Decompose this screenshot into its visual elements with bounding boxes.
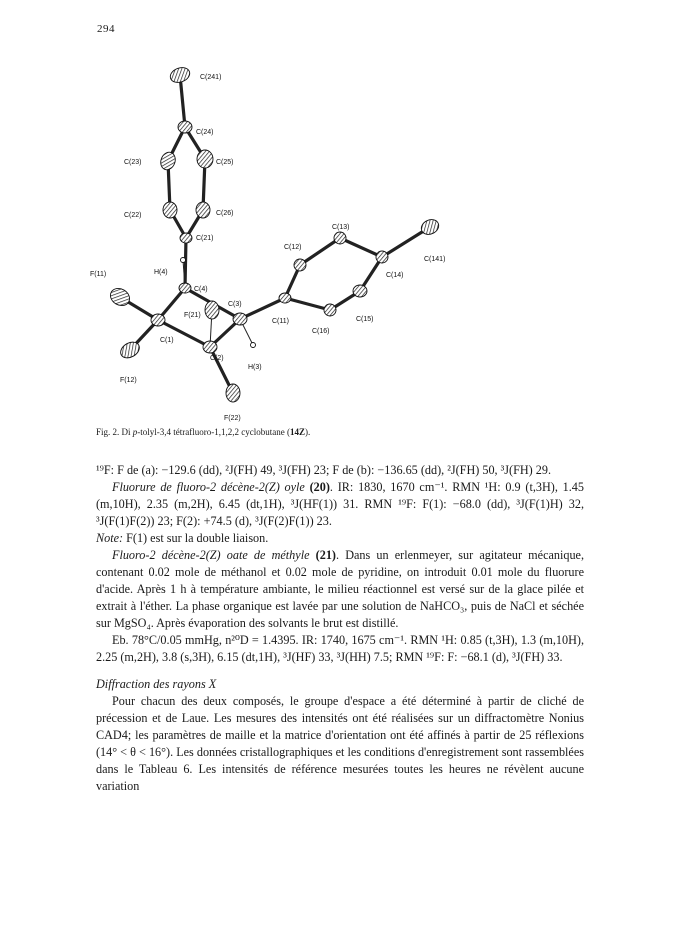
label-c16: C(16) [312,328,330,335]
label-c13: C(13) [332,224,350,231]
label-c11: C(11) [272,318,289,325]
label-c241: C(241) [200,74,222,81]
note-label: Note: [96,531,124,545]
compound-20-number: (20) [309,480,330,494]
label-c24: C(24) [196,129,214,136]
molecule-drawing [90,55,550,425]
page-number: 294 [97,23,115,35]
paragraph-compound-20 [96,479,584,530]
paragraph-compound-21-data: Eb. 78°C/0.05 mmHg, n²⁰D = 1.4395. IR: 1740, 1675 cm⁻¹. RMN ¹H: 0.85 (t,3H), 1.3 (m,10H), 2.25 (m,2H), 3.8 (s,3H), 6.15 (dt,1H), ³J(HF) 33, ³J(HH) 7.5; RMN ¹⁹F: F: −68.1 (d), ³J(FH) 33. [96,633,584,664]
label-h4: H(4) [154,269,168,276]
label-h3: H(3) [248,364,262,371]
caption-italic: p [132,427,138,437]
compound-21-number: (21) [315,548,336,562]
label-c23: C(23) [124,159,142,166]
label-c14: C(14) [386,272,404,279]
label-c21: C(21) [196,235,214,242]
atom-ellipsoids [107,65,441,402]
label-f11: F(11) [90,271,107,278]
caption-prefix: Fig. 2. Di [96,427,133,437]
label-f21: F(21) [184,312,201,319]
label-c25: C(25) [216,159,234,166]
caption-middle: -tolyl-3,4 tétrafluoro-1,1,2,2 cyclobutane ( [137,427,290,437]
label-f12: F(12) [120,377,137,384]
section-title-text: Diffraction des rayons X [96,677,217,691]
paragraph-diffraction: Pour chacun des deux composés, le groupe d'espace a été déterminé à partir de cliché de précession et de Laue. Les mesures des intensités ont été réalisées sur un diffractomètre Nonius CAD4; les paramètres de maille et la matrice d'orientation ont été affinés à partir de 25 réflexions (14° < θ < 16°). Les données cristallographiques et les conditions d'enregistrement sont rassemblées dans le Tableau 6. Les intensités de référence mesurées toutes les heures ne révèlent aucune variation [96,694,584,793]
ortep-figure [90,55,550,425]
label-f22: F(22) [224,415,241,422]
label-c141: C(141) [424,256,446,263]
paragraph-compound-21 [96,547,584,632]
figure-caption [96,427,310,437]
label-c4: C(4) [194,286,208,293]
label-c2: C(2) [210,355,224,362]
label-c22: C(22) [124,212,142,219]
caption-suffix: ). [304,427,311,437]
compound-21-name: Fluoro-2 décène-2(Z) oate de méthyle [112,548,310,562]
compound-20-data: . IR: 1830, 1670 cm⁻¹. RMN ¹H: 0.9 (t,3H), 1.45 (m,10H), 2.35 (m,2H), 6.45 (dt,1H), ³J(HF(1)) 31. RMN ¹⁹F: F(1): −68.0 (dd), ³J(F(1)H) 32, ³J(F(1)F(2)) 23; F(2): +74.5 (d), ³J(F(2)F(1)) 23. [96,480,584,528]
note-text: F(1) est sur la double liaison. [123,531,269,545]
label-c26: C(26) [216,210,234,217]
compound-20-name: Fluorure de fluoro-2 décène-2(Z) oyle [112,480,305,494]
note-paragraph [96,530,584,547]
label-c3: C(3) [228,301,242,308]
label-c15: C(15) [356,316,374,323]
bonds [120,75,430,393]
label-c1: C(1) [160,337,174,344]
body-text [96,462,584,795]
compound-21-procedure: . Dans un erlenmeyer, sur agitateur mécanique, contenant 0.02 mole de méthanol et 0.02 mole de pyridine, on introduit 0.01 mole du fluorure d'acide. Après 1 h à température ambiante, le milieu réactionnel est versé sur de la glace pilée et extrait à l'éther. La phase organique est lavée par une solution de NaHCO₃, puis de NaCl et séchée sur MgSO₄. Après évaporation des solvants le brut est distillé. [96,548,585,630]
label-c12: C(12) [284,244,302,251]
paragraph-nmr-14z: ¹⁹F: F de (a): −129.6 (dd), ²J(FH) 49, ³J(FH) 23; F de (b): −136.65 (dd), ²J(FH) 50, ³J(FH) 29. [96,463,552,477]
atom-labels [90,74,445,422]
section-title [96,676,584,693]
caption-compound-number: 14Z [289,427,305,437]
